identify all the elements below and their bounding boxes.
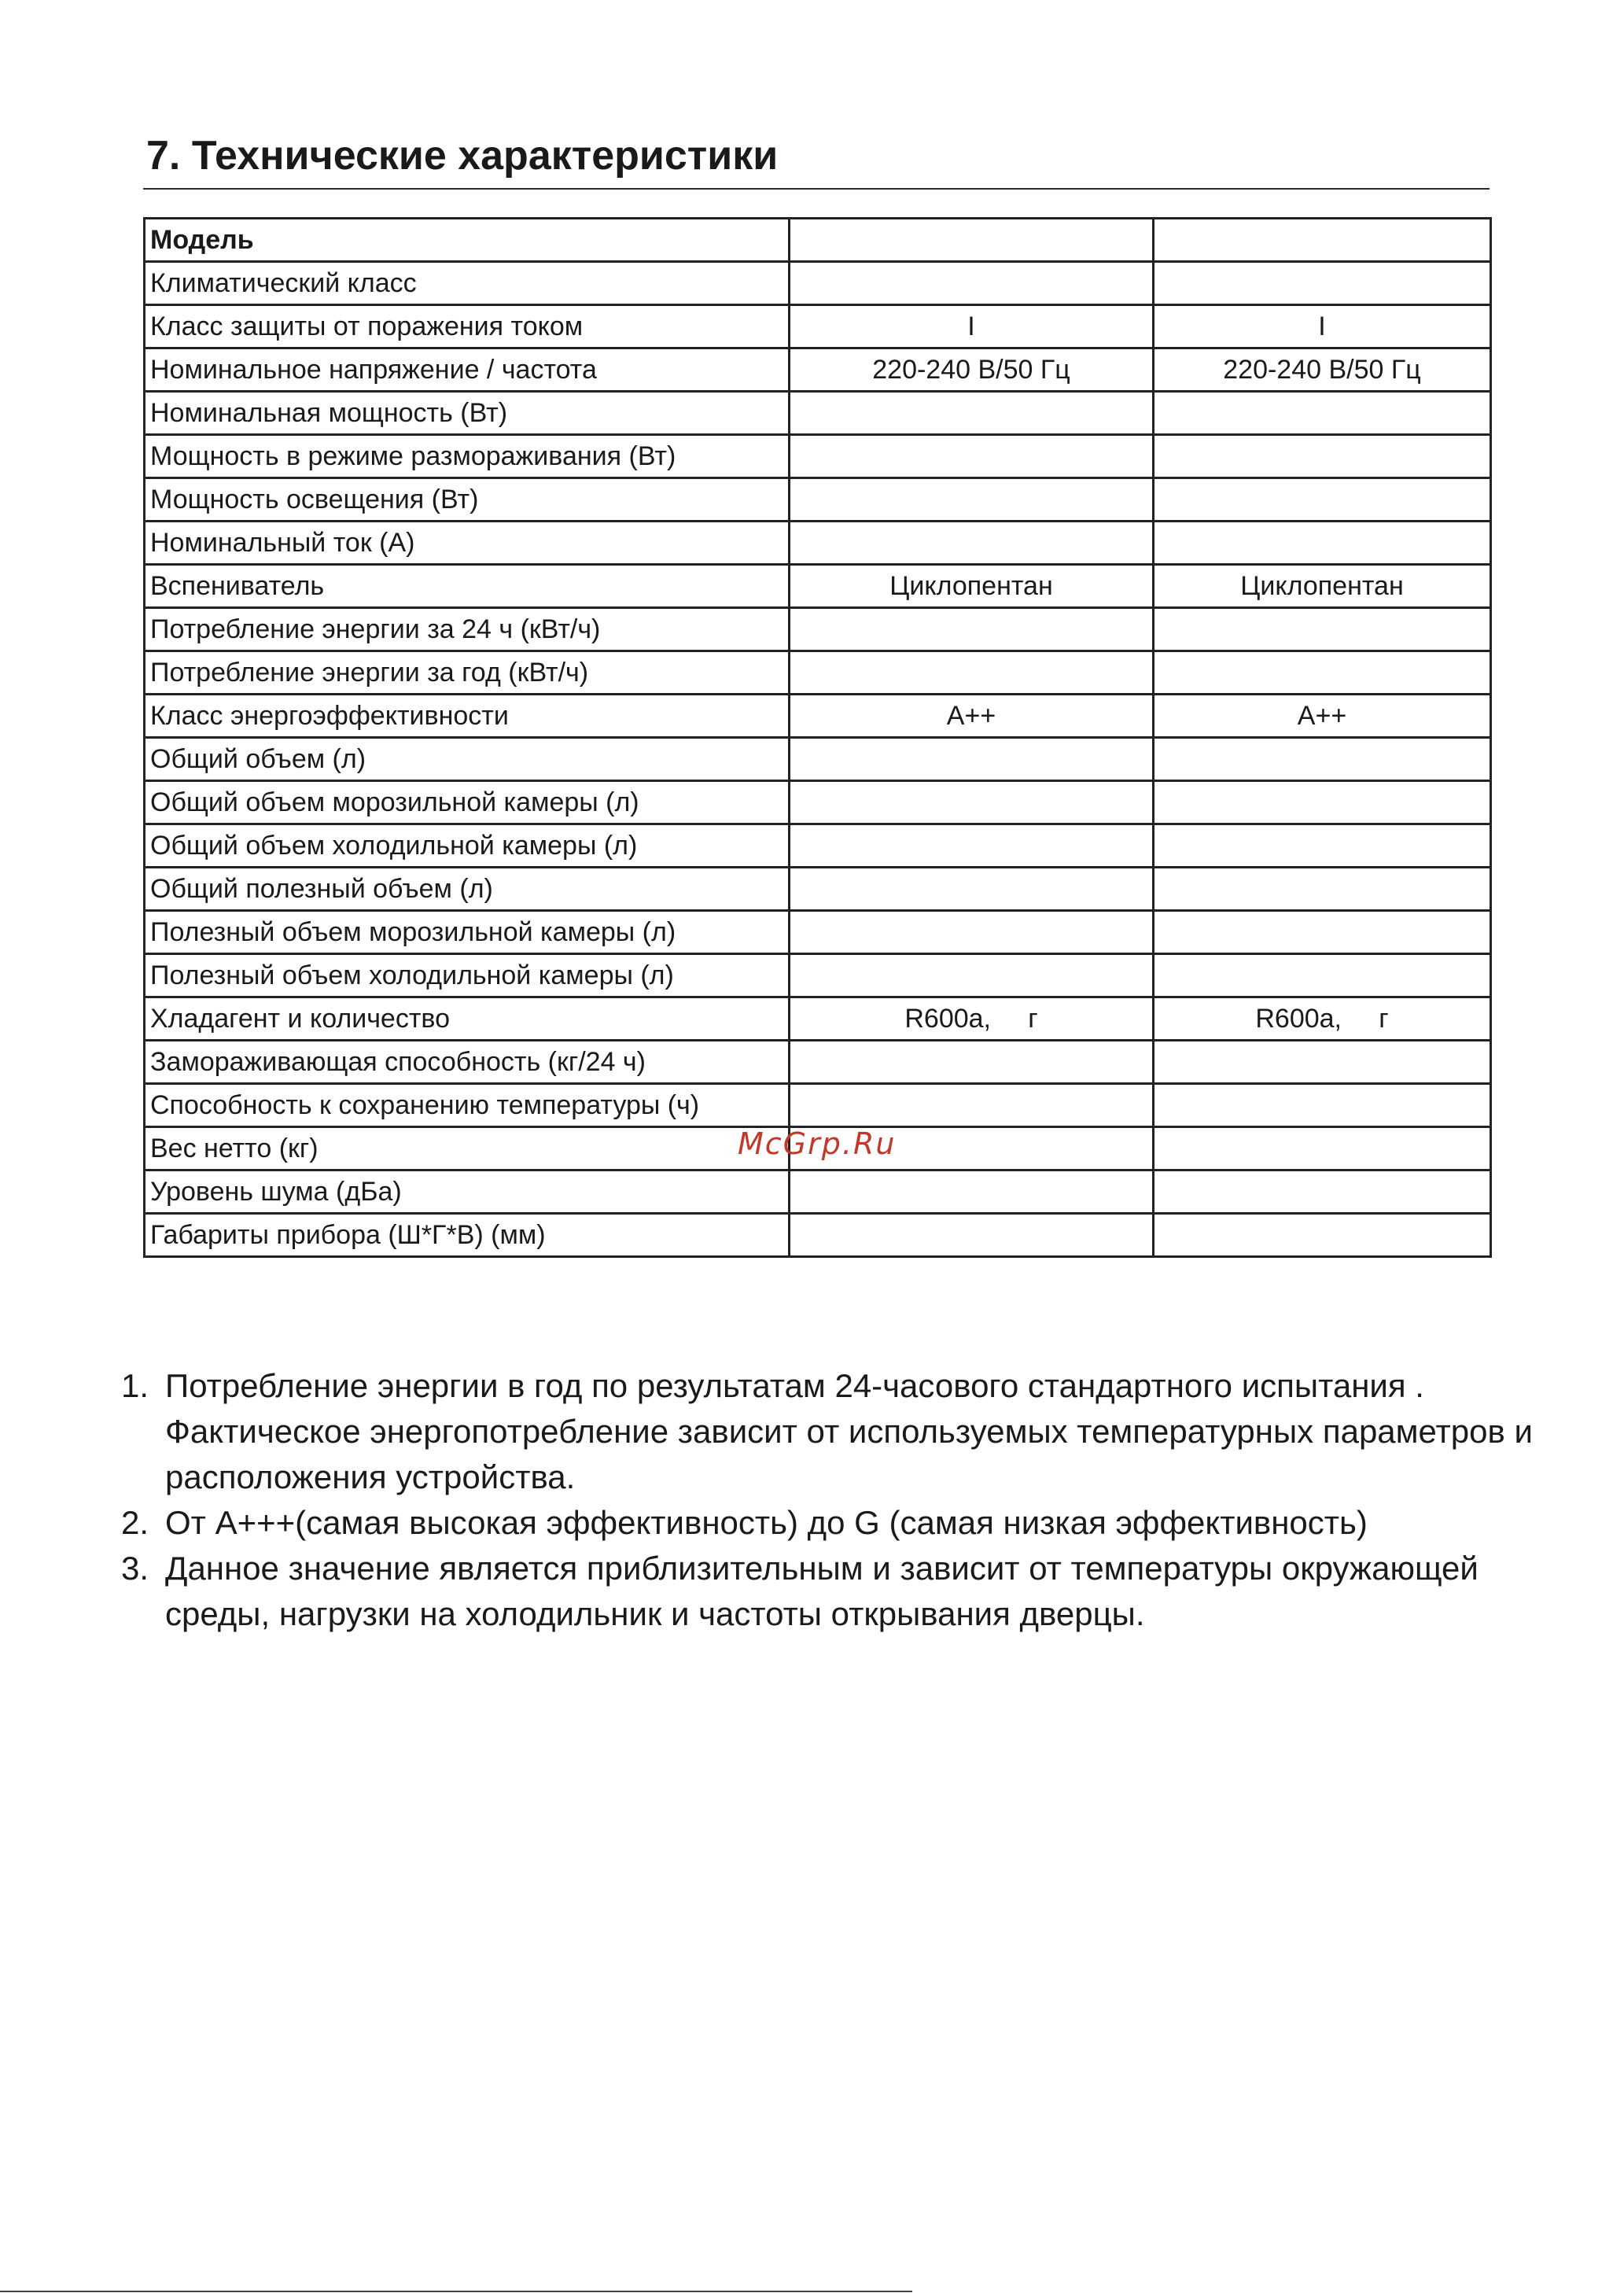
row-value-model-2	[1154, 868, 1491, 911]
row-label: Номинальный ток (А)	[145, 522, 790, 565]
table-row	[145, 608, 1491, 651]
row-value-model-2	[1154, 781, 1491, 824]
footnote-number: 1.	[121, 1367, 149, 1404]
row-value-model-1	[790, 219, 1154, 262]
footnotes-list	[118, 1363, 1534, 1637]
row-value-model-2	[1154, 954, 1491, 997]
specifications-table	[143, 217, 1492, 1258]
row-label: Климатический класс	[145, 262, 790, 305]
table-row	[145, 911, 1491, 954]
row-label: Замораживающая способность (кг/24 ч)	[145, 1041, 790, 1084]
row-value-model-2	[1154, 392, 1491, 435]
row-value-model-2	[1154, 478, 1491, 522]
row-label: Номинальное напряжение / частота	[145, 348, 790, 392]
row-value-model-2	[1154, 262, 1491, 305]
row-label: Класс защиты от поражения током	[145, 305, 790, 348]
row-value-model-2	[1154, 435, 1491, 478]
row-value-model-1	[790, 478, 1154, 522]
row-label: Номинальная мощность (Вт)	[145, 392, 790, 435]
table-row	[145, 954, 1491, 997]
row-value-model-2	[1154, 1084, 1491, 1127]
row-value-model-2	[1154, 1170, 1491, 1214]
table-row	[145, 392, 1491, 435]
table-row	[145, 478, 1491, 522]
row-value-model-1	[790, 1041, 1154, 1084]
row-value-model-1	[790, 262, 1154, 305]
table-row	[145, 1084, 1491, 1127]
row-label: Вспениватель	[145, 565, 790, 608]
row-value-model-1: R600a, г	[790, 997, 1154, 1041]
footnote-item	[118, 1363, 1534, 1500]
row-label: Вес нетто (кг)	[145, 1127, 790, 1170]
row-label: Способность к сохранению температуры (ч)	[145, 1084, 790, 1127]
row-value-model-1: Циклопентан	[790, 565, 1154, 608]
row-value-model-1	[790, 392, 1154, 435]
row-value-model-2	[1154, 911, 1491, 954]
row-label: Мощность в режиме размораживания (Вт)	[145, 435, 790, 478]
row-value-model-2: 220-240 В/50 Гц	[1154, 348, 1491, 392]
row-value-model-2: R600a, г	[1154, 997, 1491, 1041]
footnote-text: От A+++(самая высокая эффективность) до G (самая низкая эффективность)	[165, 1504, 1368, 1541]
row-value-model-2	[1154, 738, 1491, 781]
table-row	[145, 997, 1491, 1041]
row-label: Общий объем (л)	[145, 738, 790, 781]
table-row	[145, 695, 1491, 738]
row-value-model-1	[790, 824, 1154, 868]
table-row	[145, 1041, 1491, 1084]
table-row	[145, 781, 1491, 824]
row-value-model-1	[790, 1084, 1154, 1127]
table-row	[145, 435, 1491, 478]
row-value-model-1	[790, 954, 1154, 997]
row-label: Общий полезный объем (л)	[145, 868, 790, 911]
row-label: Общий объем холодильной камеры (л)	[145, 824, 790, 868]
row-label: Потребление энергии за год (кВт/ч)	[145, 651, 790, 695]
row-label: Полезный объем холодильной камеры (л)	[145, 954, 790, 997]
row-value-model-2: Циклопентан	[1154, 565, 1491, 608]
row-label: Модель	[145, 219, 790, 262]
section-title: 7. Технические характеристики	[146, 133, 779, 179]
footnote-item	[118, 1546, 1534, 1637]
row-value-model-2	[1154, 608, 1491, 651]
row-value-model-1: 220-240 В/50 Гц	[790, 348, 1154, 392]
table-row	[145, 651, 1491, 695]
table-row	[145, 348, 1491, 392]
footnote-text: Потребление энергии в год по результатам 24-часового стандартного испытания . Фактическое энергопотребление зависит от используемых температурных параметров и расположения устройства.	[165, 1367, 1533, 1495]
table-row	[145, 262, 1491, 305]
title-underline	[143, 188, 1490, 190]
row-value-model-1	[790, 522, 1154, 565]
row-label: Хладагент и количество	[145, 997, 790, 1041]
table-row	[145, 1214, 1491, 1257]
row-value-model-2	[1154, 1214, 1491, 1257]
row-value-model-2	[1154, 219, 1491, 262]
row-value-model-1	[790, 781, 1154, 824]
table-row	[145, 522, 1491, 565]
footnote-number: 3.	[121, 1550, 149, 1587]
page-bottom-rule	[0, 2291, 912, 2292]
row-label: Габариты прибора (Ш*Г*В) (мм)	[145, 1214, 790, 1257]
table-row	[145, 305, 1491, 348]
row-value-model-2	[1154, 522, 1491, 565]
row-label: Мощность освещения (Вт)	[145, 478, 790, 522]
row-value-model-1	[790, 1170, 1154, 1214]
table-row	[145, 565, 1491, 608]
row-value-model-1	[790, 868, 1154, 911]
row-value-model-1: A++	[790, 695, 1154, 738]
footnote-item	[118, 1500, 1534, 1546]
row-value-model-1	[790, 435, 1154, 478]
row-label: Общий объем морозильной камеры (л)	[145, 781, 790, 824]
row-label: Уровень шума (дБа)	[145, 1170, 790, 1214]
row-value-model-1	[790, 738, 1154, 781]
row-label: Класс энергоэффективности	[145, 695, 790, 738]
table-row-model	[145, 219, 1491, 262]
table-row	[145, 738, 1491, 781]
table-row	[145, 1170, 1491, 1214]
row-value-model-1	[790, 651, 1154, 695]
footnote-number: 2.	[121, 1504, 149, 1541]
row-value-model-1: I	[790, 305, 1154, 348]
watermark-text: McGrp.Ru	[738, 1126, 897, 1161]
row-value-model-1	[790, 1214, 1154, 1257]
row-value-model-2	[1154, 824, 1491, 868]
row-value-model-2	[1154, 651, 1491, 695]
footnote-text: Данное значение является приблизительным и зависит от температуры окружающей среды, нагрузки на холодильник и частоты открывания дверцы.	[165, 1550, 1479, 1632]
table-row	[145, 868, 1491, 911]
table-row	[145, 824, 1491, 868]
row-label: Полезный объем морозильной камеры (л)	[145, 911, 790, 954]
row-value-model-2: I	[1154, 305, 1491, 348]
row-value-model-1	[790, 911, 1154, 954]
row-label: Потребление энергии за 24 ч (кВт/ч)	[145, 608, 790, 651]
row-value-model-2	[1154, 1041, 1491, 1084]
row-value-model-1	[790, 608, 1154, 651]
row-value-model-2: A++	[1154, 695, 1491, 738]
row-value-model-2	[1154, 1127, 1491, 1170]
